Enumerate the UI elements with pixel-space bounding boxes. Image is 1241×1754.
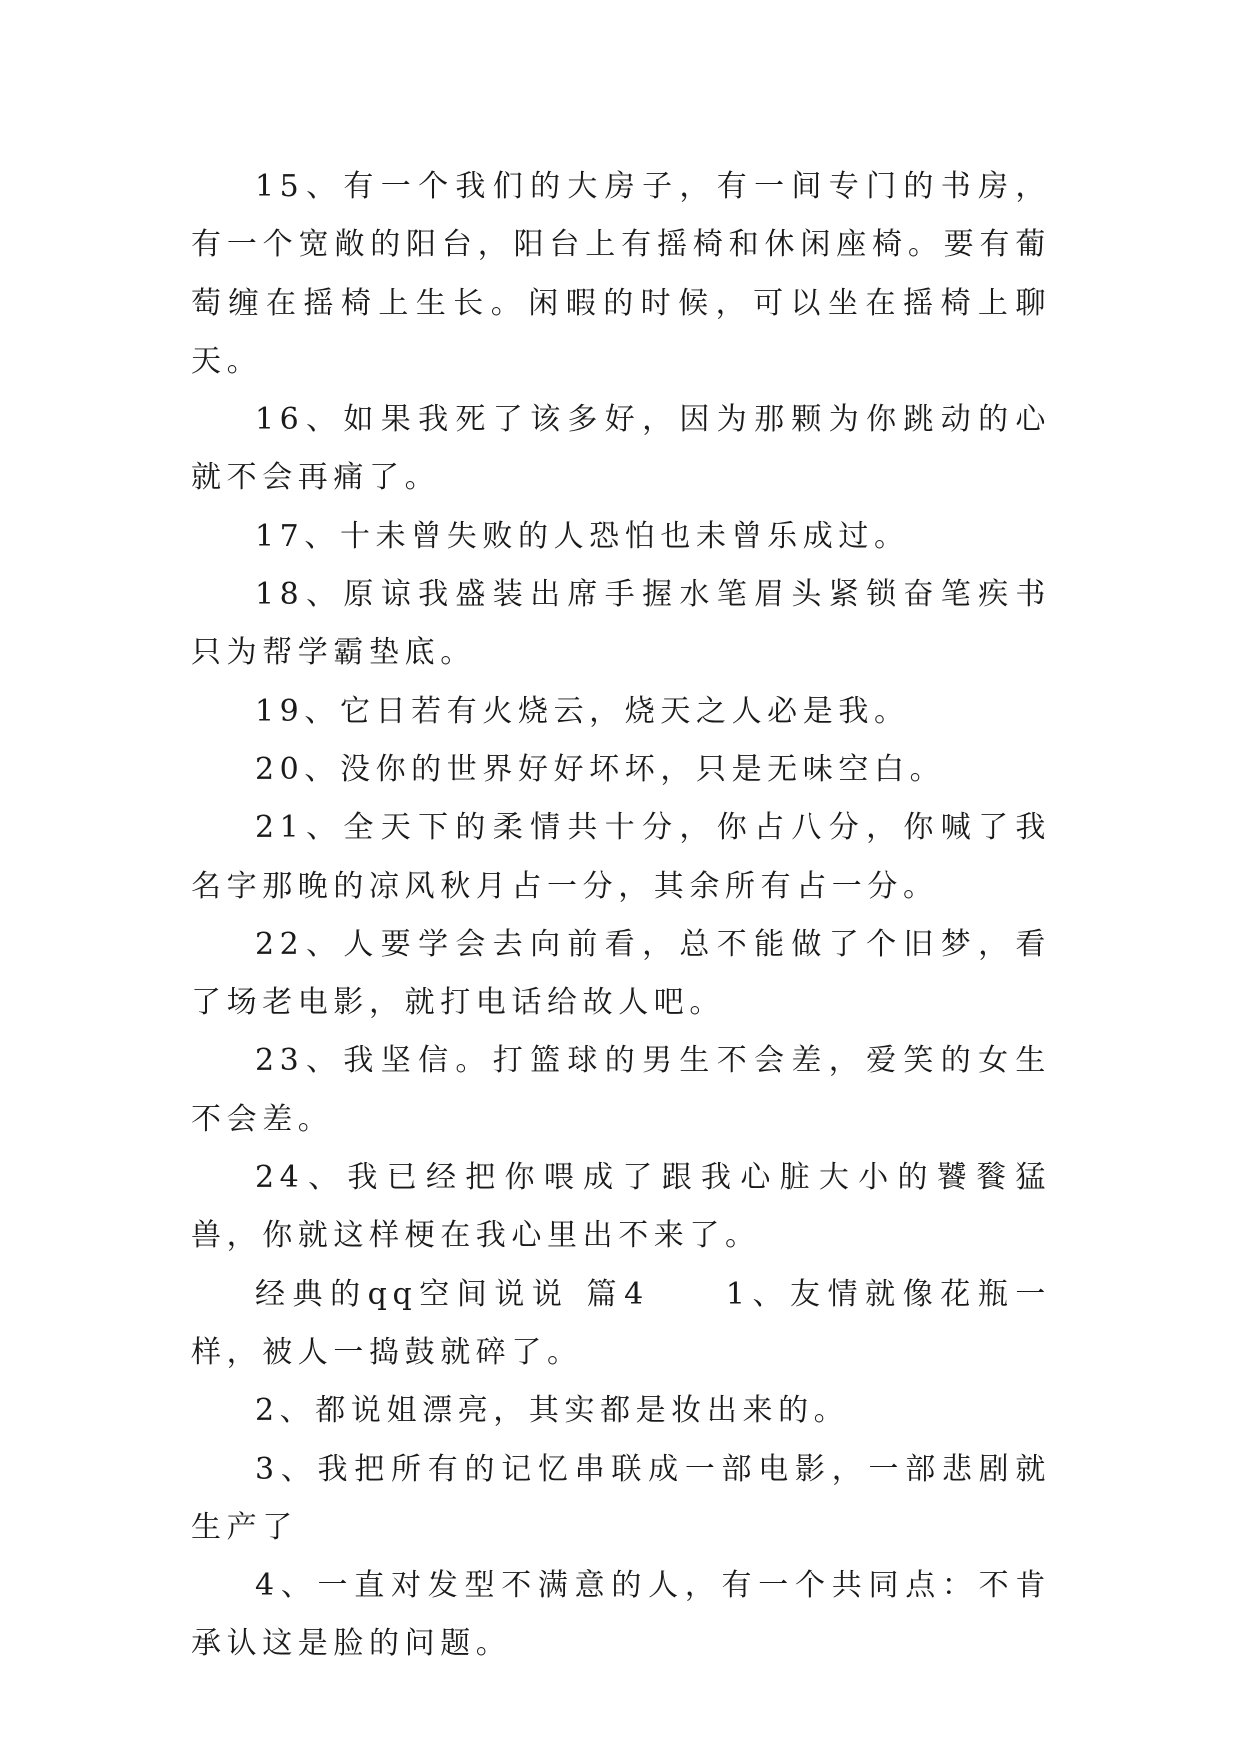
paragraph-2: 2、都说姐漂亮，其实都是妆出来的。 (255, 1393, 850, 1429)
paragraph-22: 22、人要学会去向前看，总不能做了个旧梦，看了场老电影，就打电话给故人吧。 (191, 926, 1051, 1021)
paragraph-24: 24、我已经把你喂成了跟我心脏大小的饕餮猛兽，你就这样梗在我心里出不来了。 (191, 1160, 1051, 1254)
paragraph-21: 21、全天下的柔情共十分，你占八分，你喊了我名字那晚的凉风秋月占一分，其余所有占一分。 (191, 810, 1051, 904)
paragraph-4: 4、一直对发型不满意的人，有一个共同点：不肯承认这是脸的问题。 (191, 1568, 1051, 1662)
paragraph-16: 16、如果我死了该多好，因为那颗为你跳动的心就不会再痛了。 (191, 402, 1051, 496)
paragraph-3: 3、我把所有的记忆串联成一部电影，一部悲剧就生产了 (191, 1451, 1051, 1545)
paragraph-15: 15、有一个我们的大房子，有一间专门的书房，有一个宽敞的阳台，阳台上有摇椅和休闲座椅。要有葡萄缠在摇椅上生长。闲暇的时候，可以坐在摇椅上聊天。 (191, 169, 1051, 379)
section-heading-paragraph: 经典的qq空间说说 篇4 1、友情就像花瓶一样，被人一捣鼓就碎了。 (191, 1276, 1051, 1370)
paragraph-19: 19、它日若有火烧云，烧天之人必是我。 (255, 693, 910, 729)
paragraph-20: 20、没你的世界好好坏坏，只是无味空白。 (255, 751, 946, 787)
document-body (191, 158, 1051, 1674)
paragraph-23: 23、我坚信。打篮球的男生不会差，爱笑的女生不会差。 (191, 1043, 1051, 1137)
paragraph-17: 17、十未曾失败的人恐怕也未曾乐成过。 (255, 518, 910, 554)
paragraph-18: 18、原谅我盛装出席手握水笔眉头紧锁奋笔疾书只为帮学霸垫底。 (191, 577, 1051, 671)
